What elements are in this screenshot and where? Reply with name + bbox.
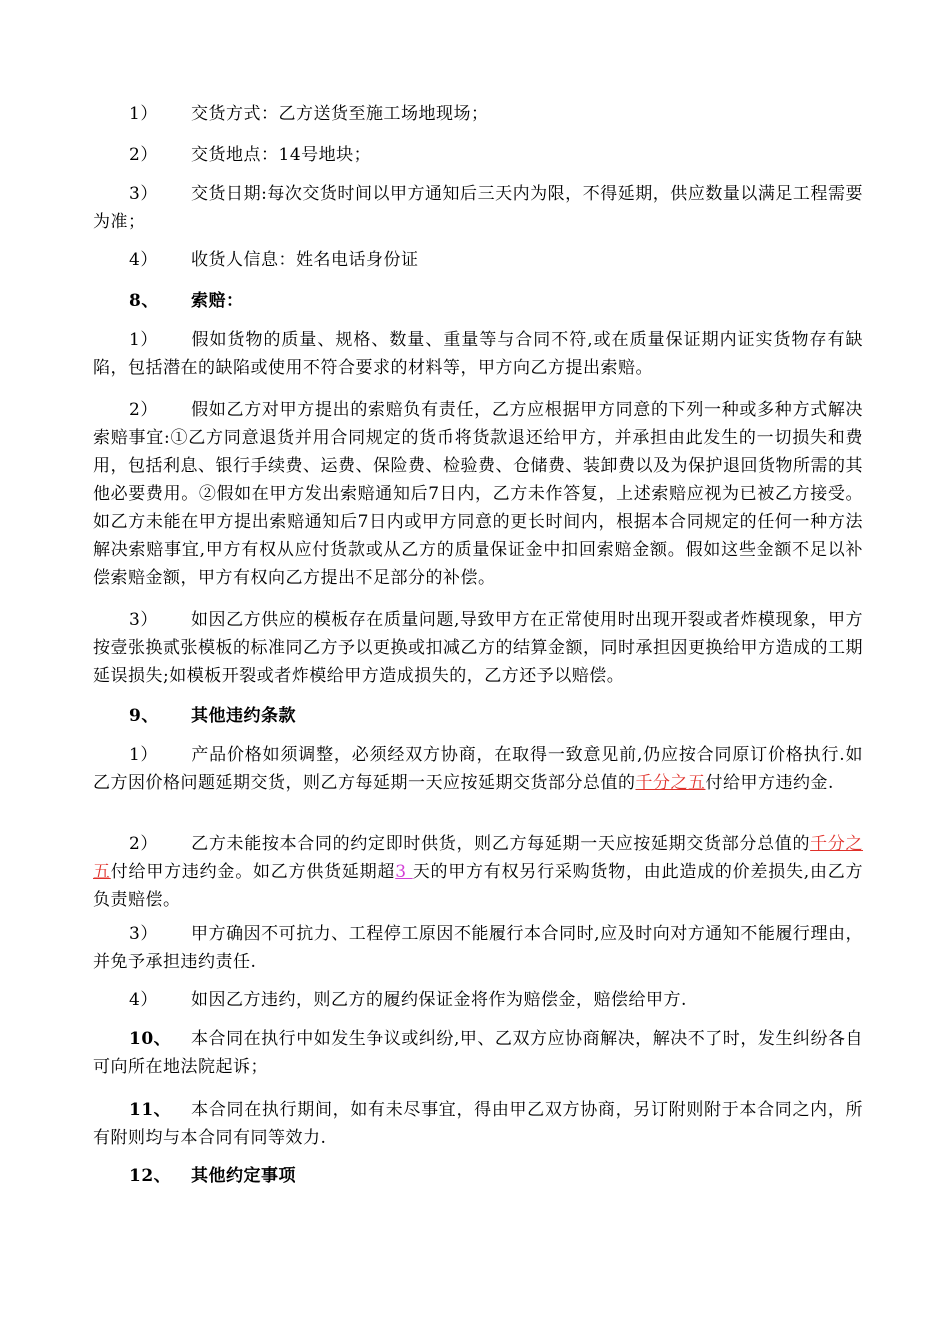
clause-text: 付给甲方违约金.	[705, 773, 834, 793]
clause-number: 1）	[129, 104, 158, 124]
clause-text: 交货地点：14号地块；	[191, 145, 372, 165]
clause-text: 假如货物的质量、规格、数量、重量等与合同不符,或在质量保证期内证实货物存有缺陷，包括潜在的缺陷或使用不符合要求的材料等，甲方向乙方提出索赔。	[93, 330, 863, 378]
clause-text: 天的甲方有权另行采购货物，由此造成的价差损失,由乙方负责赔偿。	[93, 862, 864, 910]
section-number: 12、	[129, 1166, 172, 1186]
clause-text: 本合同在执行期间，如有未尽事宜，得由甲乙双方协商，另订附则附于本合同之内，所有附则均与本合同有同等效力.	[93, 1100, 863, 1148]
penalty-rate-highlight: 千分之五	[635, 773, 706, 793]
clause-number: 4）	[129, 250, 158, 270]
clause-number: 2）	[129, 400, 158, 420]
clause-number: 3）	[129, 610, 158, 630]
dispute-clause	[93, 1025, 863, 1081]
clause-number: 1）	[129, 745, 158, 765]
clause-number: 2）	[129, 834, 158, 854]
section-heading-other	[93, 1162, 863, 1190]
clause-text: 交货日期:每次交货时间以甲方通知后三天内为限，不得延期，供应数量以满足工程需要为准；	[93, 184, 863, 232]
clause-number: 2）	[129, 145, 158, 165]
breach-clause-3	[93, 920, 863, 976]
section-title: 其他约定事项	[191, 1166, 296, 1186]
section-heading-breach	[93, 702, 863, 730]
clause-number: 1）	[129, 330, 158, 350]
clause-text: 如因乙方供应的模板存在质量问题,导致甲方在正常使用时出现开裂或者炸模现象，甲方按壹张换贰张模板的标准同乙方予以更换或扣减乙方的结算金额，同时承担因更换给甲方造成的工期延误损失;如模板开裂或者炸模给甲方造成损失的，乙方还予以赔偿。	[93, 610, 863, 686]
clause-text: 产品价格如须调整，必须经双方协商，在取得一致意见前,仍应按合同原订价格执行.如乙方因价格问题延期交货，则乙方每延期一天应按延期交货部分总值的	[93, 745, 863, 793]
section-title: 索赔：	[191, 291, 244, 311]
supplement-clause	[93, 1096, 863, 1152]
section-number: 9、	[129, 706, 159, 726]
clause-text: 如因乙方违约，则乙方的履约保证金将作为赔偿金，赔偿给甲方.	[191, 990, 687, 1010]
delivery-location-clause	[93, 141, 863, 169]
claims-clause-2	[93, 396, 863, 592]
breach-clause-1	[93, 741, 863, 797]
clause-text: 甲方确因不可抗力、工程停工原因不能履行本合同时,应及时向对方通知不能履行理由，并免予承担违约责任.	[93, 924, 863, 972]
breach-clause-4	[93, 986, 863, 1014]
section-number: 11、	[129, 1100, 172, 1120]
section-title: 其他违约条款	[191, 706, 296, 726]
section-number: 8、	[129, 291, 159, 311]
clause-text: 交货方式：乙方送货至施工场地现场；	[191, 104, 489, 124]
claims-clause-1	[93, 326, 863, 382]
clause-text: 付给甲方违约金。如乙方供货延期超	[110, 862, 396, 882]
section-number: 10、	[129, 1029, 172, 1049]
clause-text: 本合同在执行中如发生争议或纠纷,甲、乙双方应协商解决，解决不了时，发生纠纷各自可向所在地法院起诉；	[93, 1029, 863, 1077]
delivery-date-clause	[93, 180, 863, 236]
clause-text: 乙方未能按本合同的约定即时供货，则乙方每延期一天应按延期交货部分总值的	[191, 834, 811, 854]
claims-clause-3	[93, 606, 863, 690]
breach-clause-2	[93, 830, 863, 914]
clause-number: 3）	[129, 184, 158, 204]
recipient-info-clause	[93, 246, 863, 274]
clause-number: 4）	[129, 990, 158, 1010]
clause-number: 3）	[129, 924, 158, 944]
clause-text: 收货人信息：姓名电话身份证	[191, 250, 419, 270]
delivery-method-clause	[93, 100, 863, 128]
section-heading-claims	[93, 287, 863, 315]
delay-days-highlight: 3	[395, 862, 413, 882]
penalty-rate-highlight: 千分之五	[93, 834, 864, 882]
clause-text: 假如乙方对甲方提出的索赔负有责任，乙方应根据甲方同意的下列一种或多种方式解决索赔事宜:①乙方同意退货并用合同规定的货币将货款退还给甲方，并承担由此发生的一切损失和费用，包括利息、银行手续费、运费、保险费、检验费、仓储费、装卸费以及为保护退回货物所需的其他必要费用。②假如在甲方发出索赔通知后7日内，乙方未作答复，上述索赔应视为已被乙方接受。如乙方未能在甲方提出索赔通知后7日内或甲方同意的更长时间内，根据本合同规定的任何一种方法解决索赔事宜,甲方有权从应付货款或从乙方的质量保证金中扣回索赔金额。假如这些金额不足以补偿索赔金额，甲方有权向乙方提出不足部分的补偿。	[93, 400, 863, 588]
